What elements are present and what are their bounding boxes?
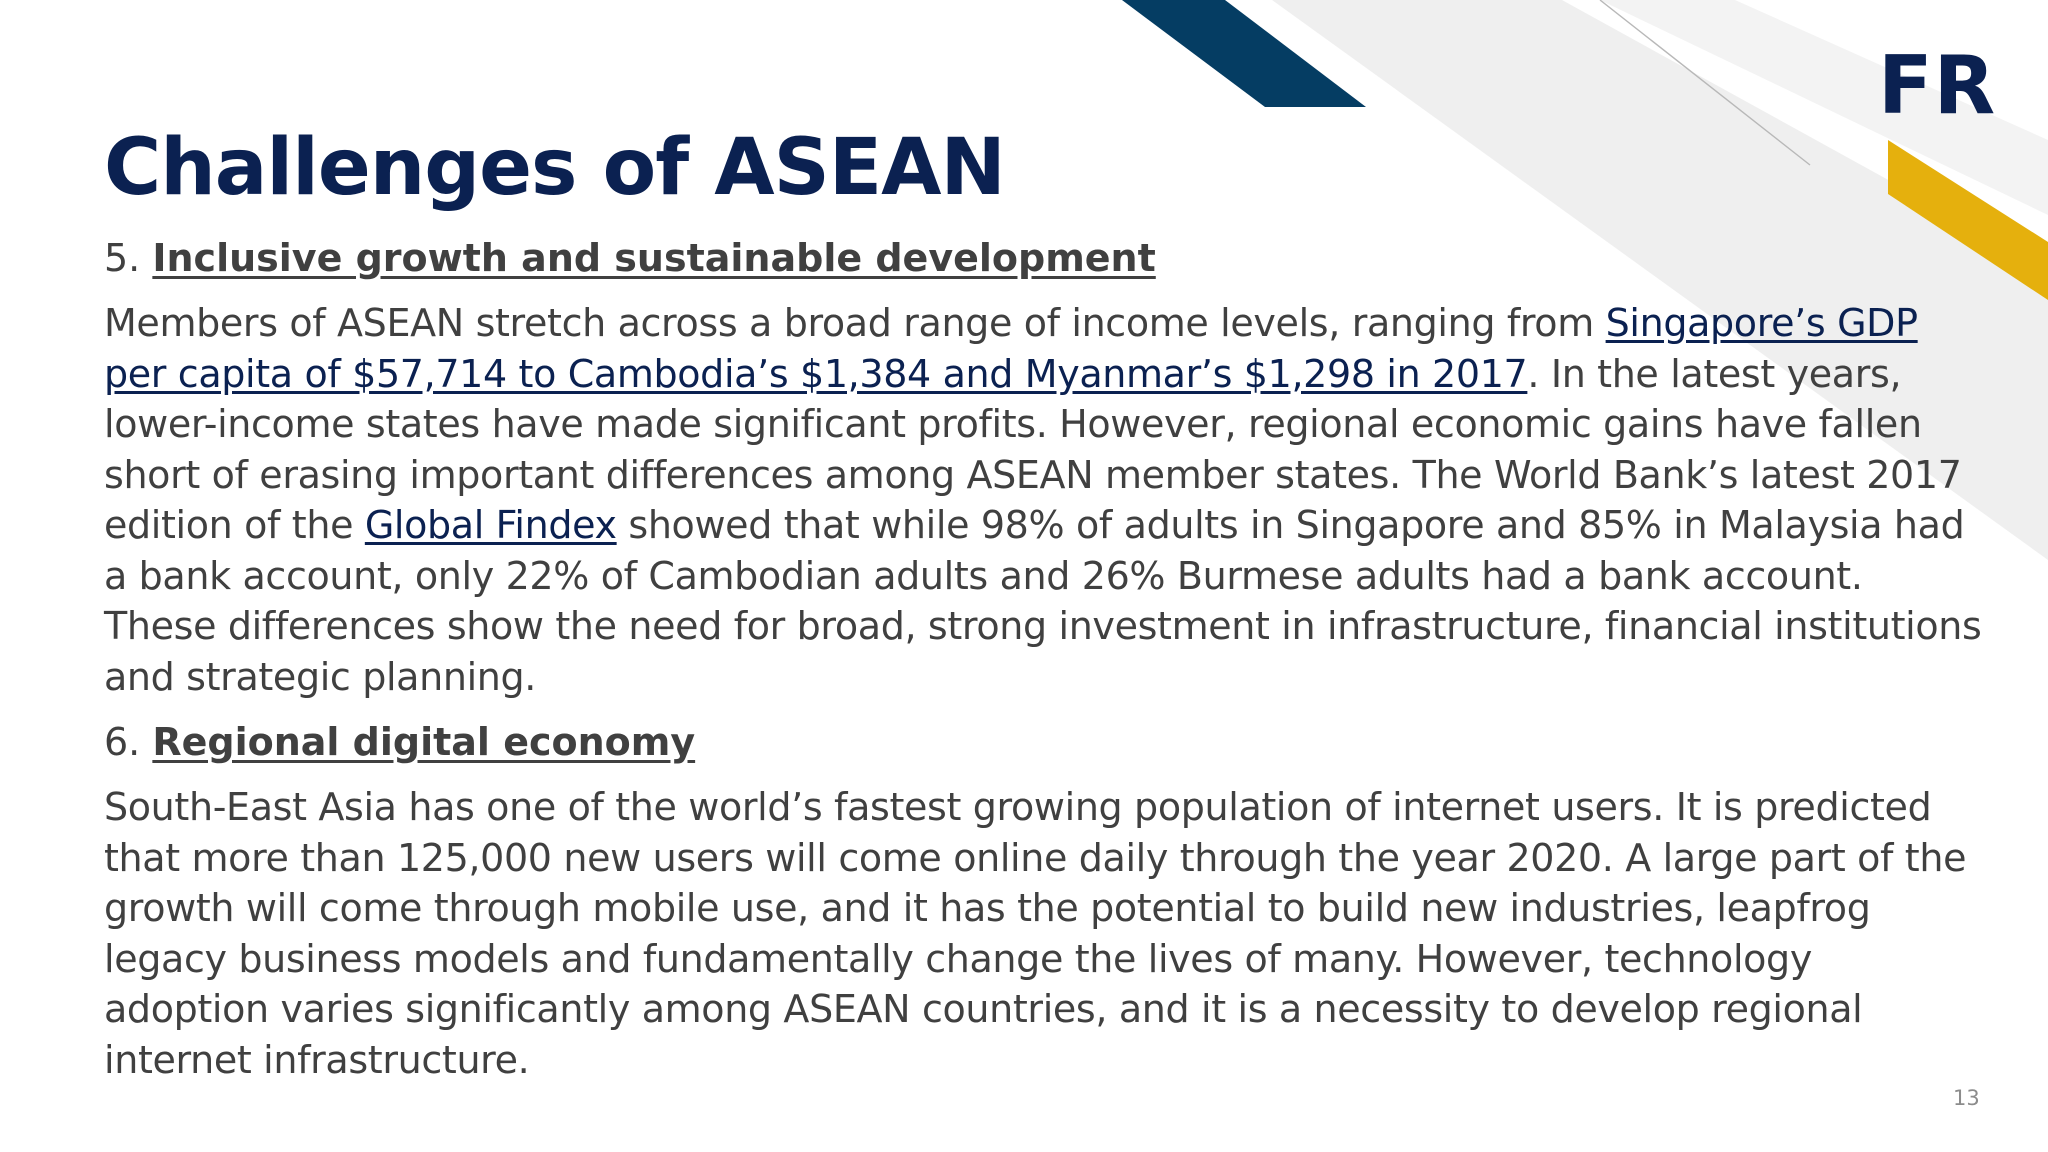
section-paragraph-5 — [104, 298, 1984, 702]
page-number: 13 — [1953, 1086, 1980, 1110]
global-findex-link[interactable]: Global Findex — [364, 503, 617, 547]
paragraph-text: Members of ASEAN stretch across a broad range of income levels, ranging from — [104, 301, 1606, 345]
section-number: 6. — [104, 720, 141, 764]
section-title: Regional digital economy — [152, 720, 696, 764]
paragraph-text: . In the latest years, lower-income states have made significant profits. However, regional economic gains have fallen short of erasing important differences among ASEAN member states. The World Bank’s latest 2017 edition of the — [104, 351, 1962, 547]
brand-logo: FR — [1878, 39, 1997, 132]
section-title: Inclusive growth and sustainable development — [152, 236, 1156, 280]
slide-body — [104, 232, 1984, 1099]
section-paragraph-6 — [104, 782, 1984, 1085]
slide-title: Challenges of ASEAN — [104, 123, 1005, 213]
gdp-per-capita-link[interactable]: Singapore’s GDP per capita of $57,714 to Cambodia’s $1,384 and Myanmar’s $1,298 in 2017 — [104, 301, 1918, 396]
paragraph-text: showed that while 98% of adults in Singapore and 85% in Malaysia had a bank account, only 22% of Cambodian adults and 26% Burmese adults had a bank account. These differences show the need for broad, strong investment in infrastructure, financial institutions and strategic planning. — [104, 503, 1982, 699]
section-heading-6 — [104, 716, 1984, 768]
paragraph-text: South-East Asia has one of the world’s fastest growing population of internet users. It is predicted that more than 125,000 new users will come online daily through the year 2020. A large part of the growth will come through mobile use, and it has the potential to build new industries, leapfrog legacy business models and fundamentally change the lives of many. However, technology adoption varies significantly among ASEAN countries, and it is a necessity to develop regional internet infrastructure. — [104, 785, 1967, 1082]
section-heading-5 — [104, 232, 1984, 284]
section-number: 5. — [104, 236, 141, 280]
